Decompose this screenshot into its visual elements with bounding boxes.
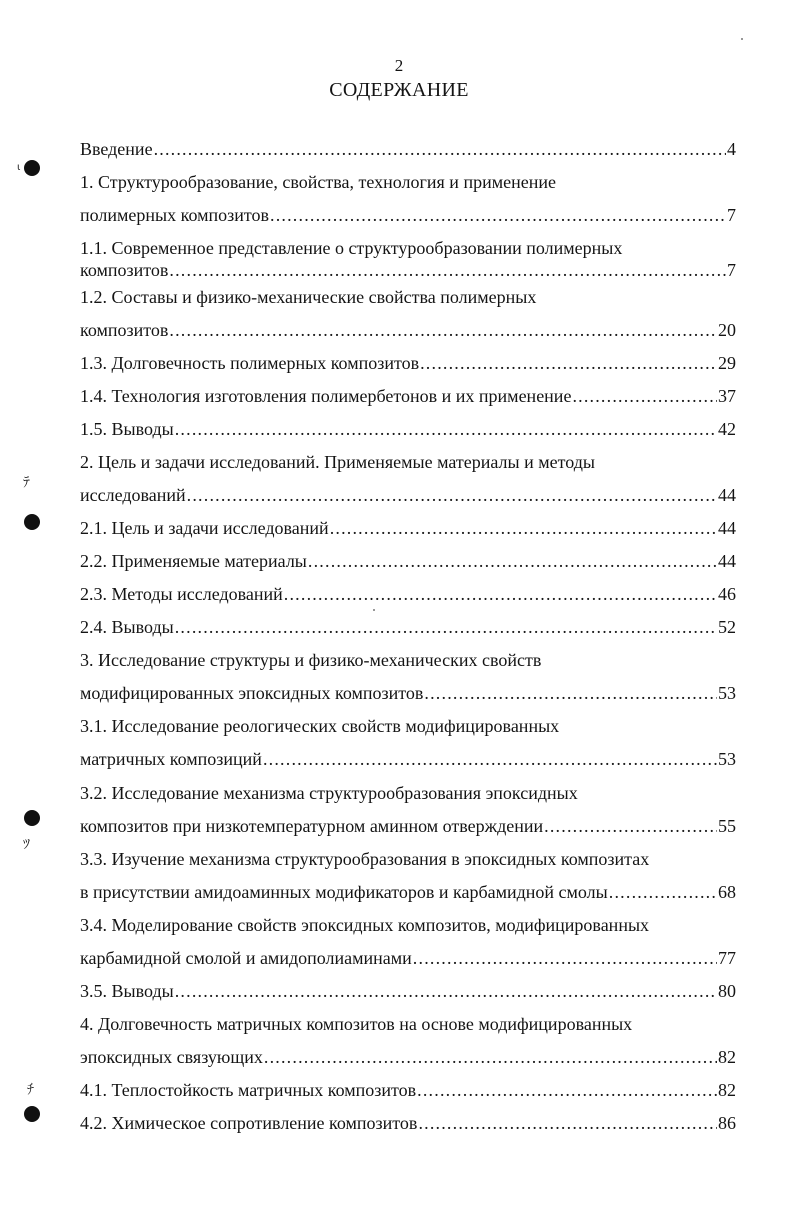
dot-leader — [270, 203, 726, 227]
toc-entry-3-2 — [80, 814, 736, 838]
dot-leader — [308, 549, 717, 573]
toc-entry-page: 53 — [718, 683, 736, 703]
scan-speck: ﾂ — [23, 837, 30, 853]
toc-entry-label: композитов — [80, 260, 169, 280]
toc-entry-label: в присутствии амидоаминных модификаторов и карбамидной смолы — [80, 882, 608, 902]
toc-entry-2-4 — [80, 615, 736, 639]
toc-entry-page: 53 — [718, 749, 736, 769]
toc-entry-1-4 — [80, 384, 736, 408]
binding-hole-mark — [24, 1106, 40, 1122]
toc-entry-label: 2. Цель и задачи исследований. Применяемые материалы и методы — [80, 452, 595, 472]
toc-entry-1-1-line-1 — [80, 236, 736, 260]
toc-entry-chapter-2-line-1 — [80, 450, 736, 474]
dot-leader — [264, 1045, 717, 1069]
toc-entry-page: 44 — [718, 551, 736, 571]
dot-leader — [572, 384, 717, 408]
toc-entry-introduction — [80, 137, 736, 161]
dot-leader — [175, 979, 717, 1003]
toc-entry-page: 42 — [718, 419, 736, 439]
toc-entry-page: 77 — [718, 948, 736, 968]
toc-entry-page: 86 — [718, 1113, 736, 1133]
toc-entry-label: модифицированных эпоксидных композитов — [80, 683, 424, 703]
toc-entry-chapter-1-line-1 — [80, 170, 736, 194]
dot-leader — [263, 747, 717, 771]
toc-entry-page: 7 — [727, 205, 736, 225]
toc-entry-page: 20 — [718, 320, 736, 340]
scan-speck — [373, 609, 375, 611]
dot-leader — [169, 258, 726, 282]
toc-entry-label: 1.4. Технология изготовления полимербетонов и их применение — [80, 386, 572, 406]
toc-entry-label: 1. Структурообразование, свойства, технология и применение — [80, 172, 556, 192]
page-title: СОДЕРЖАНИЕ — [329, 79, 469, 101]
dot-leader — [420, 351, 717, 375]
toc-entry-label: 2.4. Выводы — [80, 617, 174, 637]
toc-entry-label: 1.1. Современное представление о структурообразовании полимерных — [80, 238, 623, 258]
dot-leader — [187, 483, 717, 507]
binding-hole-mark — [24, 514, 40, 530]
toc-entry-chapter-3 — [80, 681, 736, 705]
dot-leader — [418, 1111, 717, 1135]
toc-entry-label: 4. Долговечность матричных композитов на основе модифицированных — [80, 1014, 633, 1034]
dot-leader — [424, 681, 717, 705]
page-number: 2 — [394, 56, 404, 75]
toc-entry-1-5 — [80, 417, 736, 441]
toc-entry-page: 55 — [718, 816, 736, 836]
toc-entry-page: 52 — [718, 617, 736, 637]
dot-leader — [154, 137, 726, 161]
toc-entry-4-2 — [80, 1111, 736, 1135]
toc-entry-label: композитов при низкотемпературном аминном отверждении — [80, 816, 544, 836]
dot-leader — [413, 946, 717, 970]
toc-entry-1-2-line-1 — [80, 285, 736, 309]
toc-entry-3-3 — [80, 880, 736, 904]
toc-entry-3-2-line-1 — [80, 781, 736, 805]
toc-entry-3-1-line-1 — [80, 714, 736, 738]
toc-entry-label: 3. Исследование структуры и физико-механических свойств — [80, 650, 542, 670]
toc-entry-page: 82 — [718, 1047, 736, 1067]
toc-entry-label: 2.2. Применяемые материалы — [80, 551, 307, 571]
toc-entry-chapter-3-line-1 — [80, 648, 736, 672]
toc-entry-label: 3.2. Исследование механизма структурообразования эпоксидных — [80, 783, 578, 803]
toc-entry-label: полимерных композитов — [80, 205, 269, 225]
dot-leader — [609, 880, 717, 904]
toc-entry-label: 3.5. Выводы — [80, 981, 174, 1001]
toc-entry-3-3-line-1 — [80, 847, 736, 871]
toc-entry-label: 3.4. Моделирование свойств эпоксидных композитов, модифицированных — [80, 915, 650, 935]
toc-entry-label: 4.1. Теплостойкость матричных композитов — [80, 1080, 417, 1100]
toc-entry-1-2 — [80, 318, 736, 342]
toc-entry-label: карбамидной смолой и амидополиаминами — [80, 948, 412, 968]
dot-leader — [417, 1078, 717, 1102]
binding-hole-mark — [24, 160, 40, 176]
toc-entry-4-1 — [80, 1078, 736, 1102]
toc-entry-label: Введение — [80, 139, 153, 159]
scan-speck: ι — [17, 162, 21, 173]
toc-entry-3-4 — [80, 946, 736, 970]
scan-speck: ﾁ — [27, 1082, 34, 1098]
toc-entry-1-3 — [80, 351, 736, 375]
toc-entry-chapter-1 — [80, 203, 736, 227]
toc-entry-chapter-4 — [80, 1045, 736, 1069]
toc-entry-page: 68 — [718, 882, 736, 902]
toc-entry-label: 1.3. Долговечность полимерных композитов — [80, 353, 420, 373]
dot-leader — [175, 417, 717, 441]
toc-entry-page: 4 — [727, 139, 736, 159]
toc-entry-page: 29 — [718, 353, 736, 373]
dot-leader — [169, 318, 717, 342]
toc-entry-3-4-line-1 — [80, 913, 736, 937]
toc-entry-label: композитов — [80, 320, 169, 340]
toc-entry-label: эпоксидных связующих — [80, 1047, 263, 1067]
toc-entry-label: 1.2. Составы и физико-механические свойства полимерных — [80, 287, 537, 307]
toc-entry-page: 80 — [718, 981, 736, 1001]
toc-entry-label: 3.1. Исследование реологических свойств модифицированных — [80, 716, 560, 736]
toc-entry-label: 1.5. Выводы — [80, 419, 174, 439]
toc-entry-2-3 — [80, 582, 736, 606]
toc-entry-1-1 — [80, 258, 736, 282]
toc-entry-chapter-4-line-1 — [80, 1012, 736, 1036]
toc-entry-page: 44 — [718, 485, 736, 505]
toc-entry-label: 3.3. Изучение механизма структурообразования в эпоксидных композитах — [80, 849, 650, 869]
dot-leader — [330, 516, 717, 540]
binding-hole-mark — [24, 810, 40, 826]
toc-entry-page: 7 — [727, 260, 736, 280]
dot-leader — [544, 814, 717, 838]
toc-entry-label: 2.3. Методы исследований — [80, 584, 283, 604]
toc-entry-3-5 — [80, 979, 736, 1003]
toc-entry-page: 82 — [718, 1080, 736, 1100]
dot-leader — [284, 582, 717, 606]
toc-entry-page: 44 — [718, 518, 736, 538]
toc-entry-label: 4.2. Химическое сопротивление композитов — [80, 1113, 418, 1133]
toc-entry-label: матричных композиций — [80, 749, 262, 769]
toc-entry-2-1 — [80, 516, 736, 540]
toc-entry-2-2 — [80, 549, 736, 573]
scan-speck: ﾃ — [23, 475, 30, 491]
scan-speck — [741, 38, 743, 40]
toc-entry-3-1 — [80, 747, 736, 771]
dot-leader — [175, 615, 717, 639]
toc-entry-label: 2.1. Цель и задачи исследований — [80, 518, 329, 538]
toc-entry-chapter-2 — [80, 483, 736, 507]
toc-entry-page: 37 — [718, 386, 736, 406]
toc-entry-page: 46 — [718, 584, 736, 604]
toc-entry-label: исследований — [80, 485, 186, 505]
